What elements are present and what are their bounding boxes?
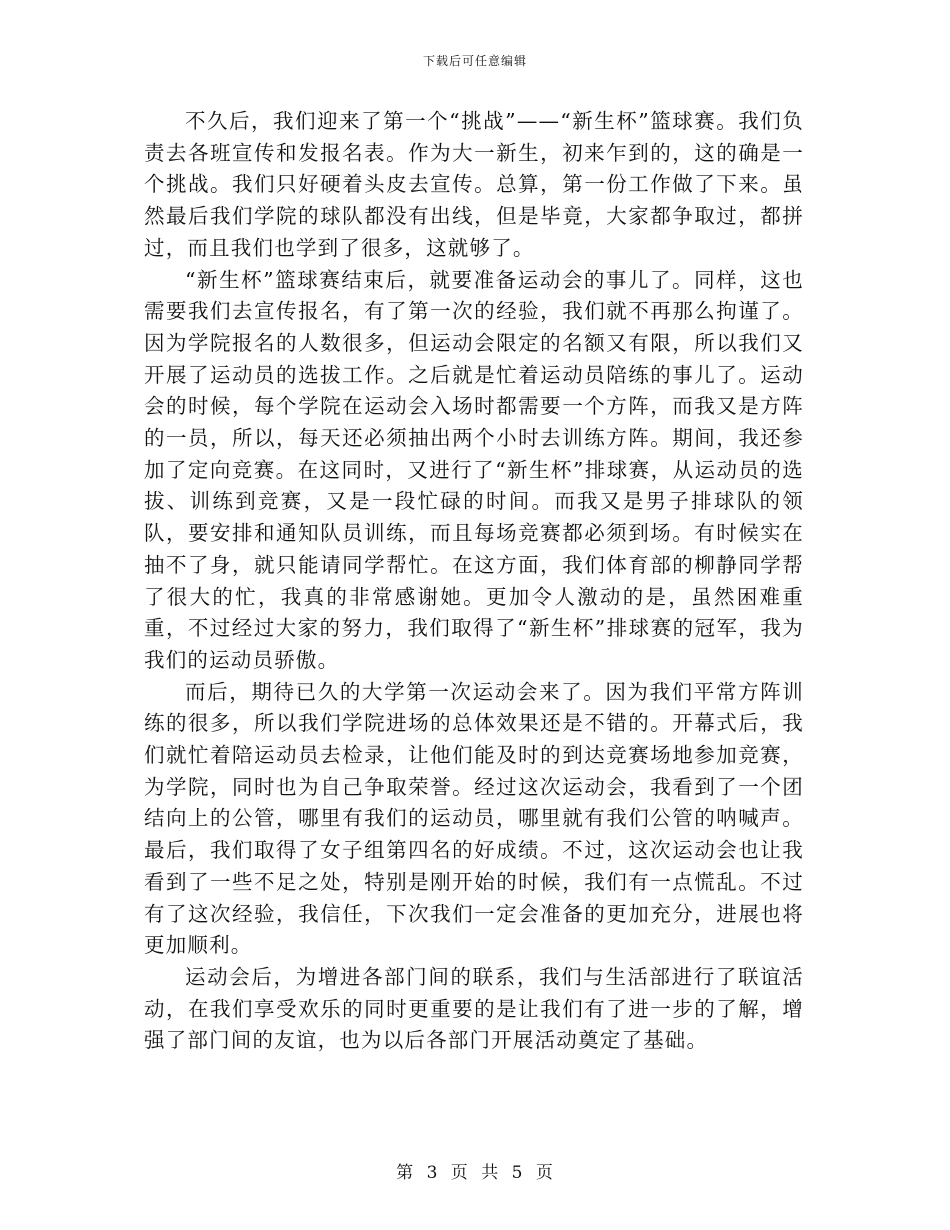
page-footer [0,1158,950,1183]
document-body [144,106,804,1057]
paragraph-4: 运动会后，为增进各部门间的联系，我们与生活部进行了联谊活动，在我们享受欢乐的同时更重要的是让我们有了进一步的了解，增强了部门间的友谊，也为以后各部门开展活动奠定了基础。 [144,964,804,1053]
page-header: 下载后可任意编辑 [422,54,527,68]
footer-page-label: 页 [450,1163,469,1183]
footer-total-label: 共 [481,1163,500,1183]
paragraph-1: 不久后，我们迎来了第一个“挑战”——“新生杯”篮球赛。我们负责去各班宣传和发报名表。作为大一新生，初来乍到的，这的确是一个挑战。我们只好硬着头皮去宣传。总算，第一份工作做了下来。虽然最后我们学院的球队都没有出线，但是毕竟，大家都争取过，都拼过，而且我们也学到了很多，这就够了。 [144,109,804,260]
paragraph-2: “新生杯”篮球赛结束后，就要准备运动会的事儿了。同样，这也需要我们去宣传报名，有了第一次的经验，我们就不再那么拘谨了。因为学院报名的人数很多，但运动会限定的名额又有限，所以我们又开展了运动员的选拔工作。之后就是忙着运动员陪练的事儿了。运动会的时候，每个学院在运动会入场时都需要一个方阵，而我又是方阵的一员，所以，每天还必须抽出两个小时去训练方阵。期间，我还参加了定向竞赛。在这同时，又进行了“新生杯”排球赛，从运动员的选拔、训练到竞赛，又是一段忙碌的时间。而我又是男子排球队的领队，要安排和通知队员训练，而且每场竞赛都必须到场。有时候实在抽不了身，就只能请同学帮忙。在这方面，我们体育部的柳静同学帮了很大的忙，我真的非常感谢她。更加令人激动的是，虽然困难重重，不过经过大家的努力，我们取得了“新生杯”排球赛的冠军，我为我们的运动员骄傲。 [144,267,804,672]
footer-prefix: 第 [396,1163,415,1183]
paragraph-3: 而后，期待已久的大学第一次运动会来了。因为我们平常方阵训练的很多，所以我们学院进场的总体效果还是不错的。开幕式后，我们就忙着陪运动员去检录，让他们能及时的到达竞赛场地参加竞赛，为学院，同时也为自己争取荣誉。经过这次运动会，我看到了一个团结向上的公管，哪里有我们的运动员，哪里就有我们公管的呐喊声。最后，我们取得了女子组第四名的好成绩。不过，这次运动会也让我看到了一些不足之处，特别是刚开始的时候，我们有一点慌乱。不过有了这次经验，我信任，下次我们一定会准备的更加充分，进展也将更加顺利。 [144,679,804,958]
current-page-number: 3 [426,1163,439,1183]
total-pages-number: 5 [511,1163,524,1183]
footer-suffix: 页 [535,1163,554,1183]
